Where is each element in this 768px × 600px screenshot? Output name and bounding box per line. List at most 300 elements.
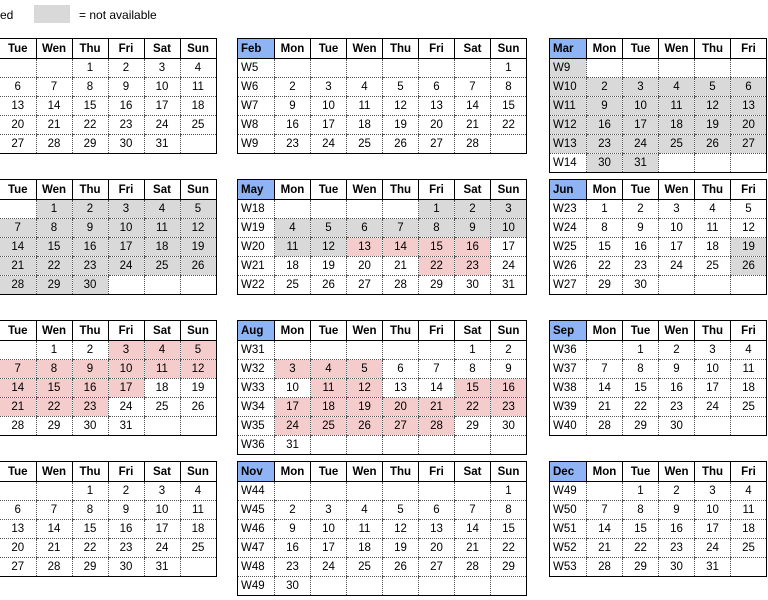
day-cell: 28	[0, 276, 36, 295]
month-calendar	[549, 38, 767, 173]
day-cell: 24	[659, 257, 695, 276]
day-cell: 3	[144, 482, 180, 501]
weekday-header: Wen	[659, 180, 695, 200]
weekday-header: Sat	[144, 321, 180, 341]
day-cell: 17	[311, 116, 347, 135]
week-number: W32	[238, 360, 275, 379]
weekday-header: Fri	[419, 462, 455, 482]
day-cell: 29	[72, 558, 108, 577]
weekday-header: Wen	[347, 39, 383, 59]
day-cell: 15	[36, 238, 72, 257]
day-cell: 15	[623, 379, 659, 398]
day-cell	[311, 341, 347, 360]
day-cell: 4	[180, 482, 216, 501]
day-cell: 26	[180, 398, 216, 417]
day-cell: 8	[455, 360, 491, 379]
not-available-swatch	[34, 5, 70, 23]
day-cell: 31	[144, 135, 180, 154]
day-cell	[419, 577, 455, 596]
week-row	[238, 238, 527, 257]
weekday-header: Tue	[0, 321, 36, 341]
month-label: Aug	[238, 321, 275, 341]
day-cell: 5	[180, 200, 216, 219]
day-cell: 2	[275, 501, 311, 520]
day-cell	[731, 59, 767, 78]
day-cell: 2	[72, 341, 108, 360]
day-cell: 15	[623, 520, 659, 539]
day-cell: 12	[311, 238, 347, 257]
weekday-header: Wen	[36, 180, 72, 200]
day-cell: 1	[72, 59, 108, 78]
day-cell: 8	[36, 360, 72, 379]
day-cell: 6	[383, 360, 419, 379]
day-cell: 9	[587, 97, 623, 116]
weekday-header: Wen	[347, 180, 383, 200]
day-cell: 10	[311, 97, 347, 116]
day-cell: 29	[623, 417, 659, 436]
day-cell: 24	[695, 539, 731, 558]
week-row	[0, 520, 216, 539]
day-cell	[383, 482, 419, 501]
day-cell: 4	[695, 200, 731, 219]
day-cell	[731, 558, 767, 577]
week-number: W49	[550, 482, 587, 501]
month-calendar	[549, 320, 767, 436]
weekday-header: Sun	[491, 462, 527, 482]
week-row	[550, 59, 767, 78]
day-cell	[659, 154, 695, 173]
week-row	[550, 558, 767, 577]
day-cell: 2	[659, 482, 695, 501]
weekday-header: Sun	[491, 39, 527, 59]
week-row	[238, 341, 527, 360]
weekday-header: Thu	[383, 321, 419, 341]
day-cell: 19	[311, 257, 347, 276]
day-cell	[455, 482, 491, 501]
day-cell: 25	[275, 276, 311, 295]
day-cell: 17	[108, 238, 144, 257]
day-cell: 8	[491, 78, 527, 97]
day-cell	[0, 200, 36, 219]
weekday-header-row	[550, 462, 767, 482]
day-cell: 4	[311, 360, 347, 379]
day-cell: 22	[36, 398, 72, 417]
day-cell: 11	[180, 501, 216, 520]
day-cell	[731, 417, 767, 436]
weekday-header: Sat	[144, 462, 180, 482]
day-cell	[275, 200, 311, 219]
weekday-header-row	[238, 39, 527, 59]
day-cell: 25	[144, 257, 180, 276]
week-number: W49	[238, 577, 275, 596]
day-cell	[275, 341, 311, 360]
weekday-header: Sun	[491, 321, 527, 341]
week-row	[238, 436, 527, 455]
day-cell: 29	[72, 135, 108, 154]
day-cell: 16	[72, 379, 108, 398]
day-cell	[275, 482, 311, 501]
week-row	[0, 379, 216, 398]
weekday-header: Sat	[455, 321, 491, 341]
day-cell: 27	[419, 558, 455, 577]
day-cell: 4	[731, 482, 767, 501]
month-label: Mar	[550, 39, 587, 59]
day-cell: 26	[180, 257, 216, 276]
day-cell: 5	[347, 360, 383, 379]
week-number: W10	[550, 78, 587, 97]
day-cell: 1	[491, 59, 527, 78]
day-cell: 7	[419, 360, 455, 379]
day-cell: 24	[108, 257, 144, 276]
day-cell	[419, 482, 455, 501]
week-number: W46	[238, 520, 275, 539]
weekday-header: Tue	[311, 462, 347, 482]
weekday-header: Wen	[659, 39, 695, 59]
weekday-header-row	[238, 180, 527, 200]
day-cell	[383, 59, 419, 78]
day-cell: 31	[108, 417, 144, 436]
day-cell: 11	[144, 219, 180, 238]
week-row	[550, 78, 767, 97]
day-cell: 24	[695, 398, 731, 417]
day-cell: 14	[0, 379, 36, 398]
weekday-header: Tue	[623, 39, 659, 59]
weekday-header: Fri	[731, 462, 767, 482]
day-cell: 26	[731, 257, 767, 276]
day-cell: 20	[419, 539, 455, 558]
month-calendar	[549, 461, 767, 577]
day-cell: 10	[144, 78, 180, 97]
day-cell: 13	[731, 97, 767, 116]
day-cell	[347, 482, 383, 501]
day-cell: 25	[731, 539, 767, 558]
week-row	[0, 482, 216, 501]
day-cell: 6	[419, 501, 455, 520]
day-cell: 10	[491, 219, 527, 238]
day-cell: 23	[275, 558, 311, 577]
week-row	[550, 417, 767, 436]
day-cell: 14	[419, 379, 455, 398]
month-calendar	[0, 320, 217, 436]
month-calendar	[0, 179, 217, 295]
day-cell: 25	[659, 135, 695, 154]
day-cell: 20	[347, 257, 383, 276]
day-cell: 28	[587, 417, 623, 436]
day-cell: 22	[72, 116, 108, 135]
day-cell: 23	[587, 135, 623, 154]
day-cell: 1	[455, 341, 491, 360]
day-cell: 16	[108, 97, 144, 116]
day-cell: 17	[695, 379, 731, 398]
day-cell	[180, 417, 216, 436]
day-cell: 9	[108, 78, 144, 97]
day-cell: 18	[180, 97, 216, 116]
week-number: W51	[550, 520, 587, 539]
day-cell: 3	[491, 200, 527, 219]
week-number: W33	[238, 379, 275, 398]
day-cell: 26	[347, 417, 383, 436]
day-cell: 11	[180, 78, 216, 97]
week-row	[0, 200, 216, 219]
day-cell: 23	[108, 539, 144, 558]
day-cell: 16	[659, 379, 695, 398]
week-row	[550, 276, 767, 295]
day-cell: 22	[491, 539, 527, 558]
day-cell: 10	[311, 520, 347, 539]
day-cell: 26	[383, 135, 419, 154]
weekday-header: Wen	[659, 321, 695, 341]
weekday-header: Thu	[383, 462, 419, 482]
week-row	[0, 59, 216, 78]
day-cell: 19	[695, 116, 731, 135]
day-cell: 3	[695, 341, 731, 360]
day-cell: 9	[455, 219, 491, 238]
weekday-header: Sun	[491, 180, 527, 200]
day-cell: 30	[72, 276, 108, 295]
day-cell: 29	[491, 558, 527, 577]
day-cell: 6	[731, 78, 767, 97]
weekday-header: Mon	[275, 462, 311, 482]
weekday-header-row	[0, 39, 216, 59]
week-number: W19	[238, 219, 275, 238]
day-cell: 29	[36, 417, 72, 436]
legend	[0, 5, 300, 23]
week-row	[0, 417, 216, 436]
weekday-header: Tue	[0, 39, 36, 59]
day-cell: 9	[491, 360, 527, 379]
day-cell: 19	[383, 116, 419, 135]
day-cell: 10	[695, 501, 731, 520]
day-cell: 13	[419, 520, 455, 539]
week-row	[550, 257, 767, 276]
day-cell: 8	[36, 219, 72, 238]
weekday-header: Sun	[180, 39, 216, 59]
weekday-header: Fri	[419, 39, 455, 59]
weekday-header: Tue	[0, 180, 36, 200]
day-cell: 22	[623, 539, 659, 558]
day-cell: 9	[659, 501, 695, 520]
day-cell	[108, 276, 144, 295]
day-cell: 18	[731, 520, 767, 539]
day-cell	[731, 276, 767, 295]
day-cell	[347, 436, 383, 455]
day-cell: 9	[108, 501, 144, 520]
week-row	[238, 276, 527, 295]
week-row	[238, 78, 527, 97]
day-cell: 25	[347, 558, 383, 577]
day-cell	[347, 59, 383, 78]
day-cell	[311, 577, 347, 596]
weekday-header-row	[0, 180, 216, 200]
day-cell: 2	[72, 200, 108, 219]
week-row	[238, 360, 527, 379]
week-row	[238, 135, 527, 154]
day-cell: 28	[455, 135, 491, 154]
week-row	[550, 116, 767, 135]
day-cell: 7	[0, 219, 36, 238]
week-row	[550, 219, 767, 238]
weekday-header: Thu	[72, 321, 108, 341]
day-cell	[455, 577, 491, 596]
week-row	[0, 238, 216, 257]
week-number: W9	[238, 135, 275, 154]
day-cell: 26	[383, 558, 419, 577]
day-cell	[731, 154, 767, 173]
day-cell: 18	[144, 238, 180, 257]
weekday-header-row	[550, 321, 767, 341]
weekday-header-row	[550, 180, 767, 200]
week-row	[550, 341, 767, 360]
weekday-header-row	[238, 462, 527, 482]
day-cell: 16	[659, 520, 695, 539]
day-cell	[383, 341, 419, 360]
day-cell: 28	[36, 558, 72, 577]
day-cell: 20	[419, 116, 455, 135]
day-cell: 1	[623, 482, 659, 501]
day-cell	[419, 341, 455, 360]
week-row	[238, 539, 527, 558]
day-cell: 25	[180, 539, 216, 558]
day-cell	[659, 59, 695, 78]
day-cell: 7	[587, 501, 623, 520]
day-cell: 20	[0, 116, 36, 135]
day-cell: 2	[491, 341, 527, 360]
day-cell: 8	[72, 501, 108, 520]
day-cell	[180, 558, 216, 577]
day-cell: 1	[491, 482, 527, 501]
day-cell: 25	[347, 135, 383, 154]
day-cell	[383, 200, 419, 219]
day-cell: 17	[275, 398, 311, 417]
day-cell	[455, 59, 491, 78]
day-cell: 3	[108, 341, 144, 360]
day-cell: 3	[108, 200, 144, 219]
month-label: Sep	[550, 321, 587, 341]
day-cell: 29	[36, 276, 72, 295]
day-cell	[144, 276, 180, 295]
day-cell: 28	[587, 558, 623, 577]
day-cell: 1	[36, 341, 72, 360]
day-cell: 2	[275, 78, 311, 97]
day-cell: 2	[455, 200, 491, 219]
day-cell: 13	[0, 520, 36, 539]
day-cell: 3	[695, 482, 731, 501]
day-cell: 17	[311, 539, 347, 558]
day-cell: 2	[108, 482, 144, 501]
day-cell: 18	[144, 379, 180, 398]
day-cell	[695, 417, 731, 436]
day-cell: 18	[311, 398, 347, 417]
month-calendar	[0, 461, 217, 577]
day-cell: 14	[587, 379, 623, 398]
month-calendar	[237, 320, 527, 455]
legend-label-clipped: ed	[0, 8, 14, 22]
week-number: W6	[238, 78, 275, 97]
day-cell: 28	[455, 558, 491, 577]
day-cell: 23	[72, 257, 108, 276]
day-cell: 16	[455, 238, 491, 257]
week-row	[0, 398, 216, 417]
day-cell: 9	[623, 219, 659, 238]
week-number: W13	[550, 135, 587, 154]
week-number: W7	[238, 97, 275, 116]
day-cell: 18	[180, 520, 216, 539]
day-cell: 1	[72, 482, 108, 501]
weekday-header: Fri	[108, 321, 144, 341]
day-cell: 28	[0, 417, 36, 436]
day-cell: 7	[455, 78, 491, 97]
week-row	[550, 520, 767, 539]
week-row	[0, 97, 216, 116]
day-cell: 18	[659, 116, 695, 135]
day-cell: 27	[419, 135, 455, 154]
day-cell: 31	[491, 276, 527, 295]
day-cell: 6	[419, 78, 455, 97]
day-cell: 21	[36, 116, 72, 135]
day-cell: 17	[491, 238, 527, 257]
day-cell: 11	[731, 501, 767, 520]
week-row	[238, 379, 527, 398]
week-row	[550, 482, 767, 501]
week-number: W24	[550, 219, 587, 238]
week-number: W8	[238, 116, 275, 135]
day-cell: 10	[108, 219, 144, 238]
weekday-header: Thu	[695, 462, 731, 482]
month-label: Dec	[550, 462, 587, 482]
day-cell: 4	[180, 59, 216, 78]
weekday-header: Sun	[180, 462, 216, 482]
week-row	[238, 116, 527, 135]
week-row	[0, 539, 216, 558]
week-row	[550, 135, 767, 154]
weekday-header: Fri	[731, 39, 767, 59]
day-cell: 10	[695, 360, 731, 379]
day-cell	[419, 59, 455, 78]
day-cell: 31	[623, 154, 659, 173]
day-cell: 15	[455, 379, 491, 398]
weekday-header: Tue	[311, 180, 347, 200]
weekday-header: Mon	[587, 180, 623, 200]
day-cell: 30	[659, 417, 695, 436]
day-cell: 8	[587, 219, 623, 238]
day-cell: 24	[623, 135, 659, 154]
day-cell: 6	[347, 219, 383, 238]
day-cell: 12	[383, 97, 419, 116]
day-cell: 24	[108, 398, 144, 417]
day-cell: 30	[491, 417, 527, 436]
day-cell: 23	[623, 257, 659, 276]
day-cell: 15	[36, 379, 72, 398]
week-row	[0, 501, 216, 520]
weekday-header: Thu	[72, 39, 108, 59]
week-row	[238, 257, 527, 276]
week-number: W20	[238, 238, 275, 257]
day-cell: 7	[383, 219, 419, 238]
day-cell: 15	[72, 520, 108, 539]
month-calendar	[237, 179, 527, 295]
day-cell: 24	[491, 257, 527, 276]
week-row	[238, 200, 527, 219]
week-number: W37	[550, 360, 587, 379]
day-cell	[623, 59, 659, 78]
day-cell: 17	[144, 520, 180, 539]
day-cell: 12	[731, 219, 767, 238]
week-number: W22	[238, 276, 275, 295]
day-cell: 12	[180, 360, 216, 379]
day-cell: 27	[383, 417, 419, 436]
week-number: W39	[550, 398, 587, 417]
day-cell: 6	[0, 78, 36, 97]
